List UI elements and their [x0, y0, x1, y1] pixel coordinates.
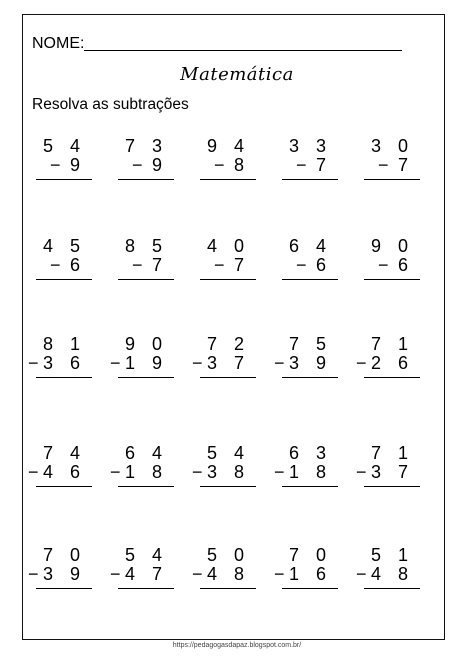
minuend: 6 3 — [288, 443, 332, 463]
name-label: NOME: — [32, 35, 85, 52]
answer-line — [200, 588, 256, 589]
minus-sign: − — [214, 155, 225, 175]
subtraction-problem — [356, 545, 420, 597]
minus-sign: − — [110, 564, 121, 584]
minuend: 9 4 — [206, 136, 250, 156]
minuend: 7 4 — [42, 443, 86, 463]
page-title: Matemática — [180, 64, 294, 85]
minus-sign: − — [132, 255, 143, 275]
minuend: 7 0 — [42, 545, 86, 565]
subtraction-problem — [356, 443, 420, 495]
answer-line — [36, 179, 92, 180]
answer-line — [36, 588, 92, 589]
subtraction-problem — [356, 136, 420, 188]
answer-line — [364, 279, 420, 280]
subtrahend: 3 7 — [370, 462, 414, 482]
answer-line — [200, 279, 256, 280]
minuend: 4 0 — [206, 236, 250, 256]
subtrahend: 9 — [151, 155, 168, 175]
answer-line — [282, 486, 338, 487]
subtrahend: 7 — [233, 255, 250, 275]
answer-line — [282, 588, 338, 589]
answer-line — [282, 377, 338, 378]
subtrahend: 1 6 — [288, 564, 332, 584]
subtrahend: 3 6 — [42, 353, 86, 373]
minus-sign: − — [192, 564, 203, 584]
minus-sign: − — [192, 462, 203, 482]
subtrahend: 6 — [315, 255, 332, 275]
minus-sign: − — [356, 564, 367, 584]
subtraction-problem — [274, 334, 338, 386]
minus-sign: − — [28, 564, 39, 584]
subtrahend: 1 9 — [124, 353, 168, 373]
subtrahend: 1 8 — [288, 462, 332, 482]
subtrahend: 6 — [69, 255, 86, 275]
answer-line — [118, 377, 174, 378]
subtraction-problem — [356, 334, 420, 386]
answer-line — [118, 588, 174, 589]
subtrahend: 7 — [397, 155, 414, 175]
answer-line — [118, 486, 174, 487]
answer-line — [36, 377, 92, 378]
subtraction-problem — [28, 236, 92, 288]
minus-sign: − — [110, 353, 121, 373]
subtraction-problem — [28, 545, 92, 597]
minuend: 7 1 — [370, 443, 414, 463]
answer-line — [118, 279, 174, 280]
subtraction-problem — [192, 545, 256, 597]
minus-sign: − — [214, 255, 225, 275]
minuend: 8 1 — [42, 334, 86, 354]
answer-line — [282, 179, 338, 180]
minus-sign: − — [28, 462, 39, 482]
subtrahend: 2 6 — [370, 353, 414, 373]
minus-sign: − — [378, 255, 389, 275]
subtrahend: 1 8 — [124, 462, 168, 482]
subtrahend: 3 9 — [42, 564, 86, 584]
subtraction-problem — [110, 136, 174, 188]
subtrahend: 4 6 — [42, 462, 86, 482]
subtraction-problem — [28, 443, 92, 495]
minus-sign: − — [28, 353, 39, 373]
minus-sign: − — [356, 462, 367, 482]
answer-line — [200, 377, 256, 378]
answer-line — [200, 179, 256, 180]
minuend: 7 1 — [370, 334, 414, 354]
subtraction-problem — [192, 136, 256, 188]
subtraction-problem — [110, 334, 174, 386]
answer-line — [282, 279, 338, 280]
minuend: 5 4 — [124, 545, 168, 565]
subtrahend: 6 — [397, 255, 414, 275]
subtraction-problem — [274, 236, 338, 288]
minuend: 3 3 — [288, 136, 332, 156]
subtrahend: 9 — [69, 155, 86, 175]
answer-line — [364, 377, 420, 378]
subtrahend: 7 — [151, 255, 168, 275]
subtrahend: 7 — [315, 155, 332, 175]
subtraction-problem — [28, 136, 92, 188]
minuend: 7 0 — [288, 545, 332, 565]
subtrahend: 4 7 — [124, 564, 168, 584]
subtrahend: 3 8 — [206, 462, 250, 482]
subtraction-problem — [192, 236, 256, 288]
minus-sign: − — [274, 462, 285, 482]
minus-sign: − — [274, 564, 285, 584]
subtraction-problem — [274, 136, 338, 188]
answer-line — [118, 179, 174, 180]
minuend: 7 3 — [124, 136, 168, 156]
minuend: 3 0 — [370, 136, 414, 156]
subtrahend: 4 8 — [206, 564, 250, 584]
subtrahend: 8 — [233, 155, 250, 175]
minuend: 6 4 — [124, 443, 168, 463]
minuend: 5 0 — [206, 545, 250, 565]
subtraction-problem — [110, 236, 174, 288]
minuend: 9 0 — [370, 236, 414, 256]
minuend: 5 4 — [42, 136, 86, 156]
subtraction-problem — [192, 334, 256, 386]
footer-url: https://pedagogasdapaz.blogspot.com.br/ — [172, 642, 302, 649]
minus-sign: − — [274, 353, 285, 373]
minus-sign: − — [132, 155, 143, 175]
minus-sign: − — [192, 353, 203, 373]
minus-sign: − — [50, 255, 61, 275]
subtrahend: 4 8 — [370, 564, 414, 584]
answer-line — [36, 279, 92, 280]
answer-line — [364, 588, 420, 589]
minuend: 9 0 — [124, 334, 168, 354]
answer-line — [36, 486, 92, 487]
minuend: 5 1 — [370, 545, 414, 565]
subtraction-problem — [192, 443, 256, 495]
minuend: 8 5 — [124, 236, 168, 256]
minuend: 7 5 — [288, 334, 332, 354]
answer-line — [364, 486, 420, 487]
minus-sign: − — [378, 155, 389, 175]
subtrahend: 3 7 — [206, 353, 250, 373]
subtraction-problem — [28, 334, 92, 386]
subtraction-problem — [274, 545, 338, 597]
minuend: 5 4 — [206, 443, 250, 463]
subtraction-problem — [110, 545, 174, 597]
minus-sign: − — [296, 255, 307, 275]
instruction-text: Resolva as subtrações — [32, 96, 189, 113]
minuend: 7 2 — [206, 334, 250, 354]
minus-sign: − — [356, 353, 367, 373]
subtraction-problem — [274, 443, 338, 495]
minuend: 6 4 — [288, 236, 332, 256]
answer-line — [200, 486, 256, 487]
subtrahend: 3 9 — [288, 353, 332, 373]
minuend: 4 5 — [42, 236, 86, 256]
name-input-line — [84, 50, 402, 51]
subtraction-problem — [356, 236, 420, 288]
minus-sign: − — [296, 155, 307, 175]
minus-sign: − — [50, 155, 61, 175]
subtraction-problem — [110, 443, 174, 495]
answer-line — [364, 179, 420, 180]
minus-sign: − — [110, 462, 121, 482]
